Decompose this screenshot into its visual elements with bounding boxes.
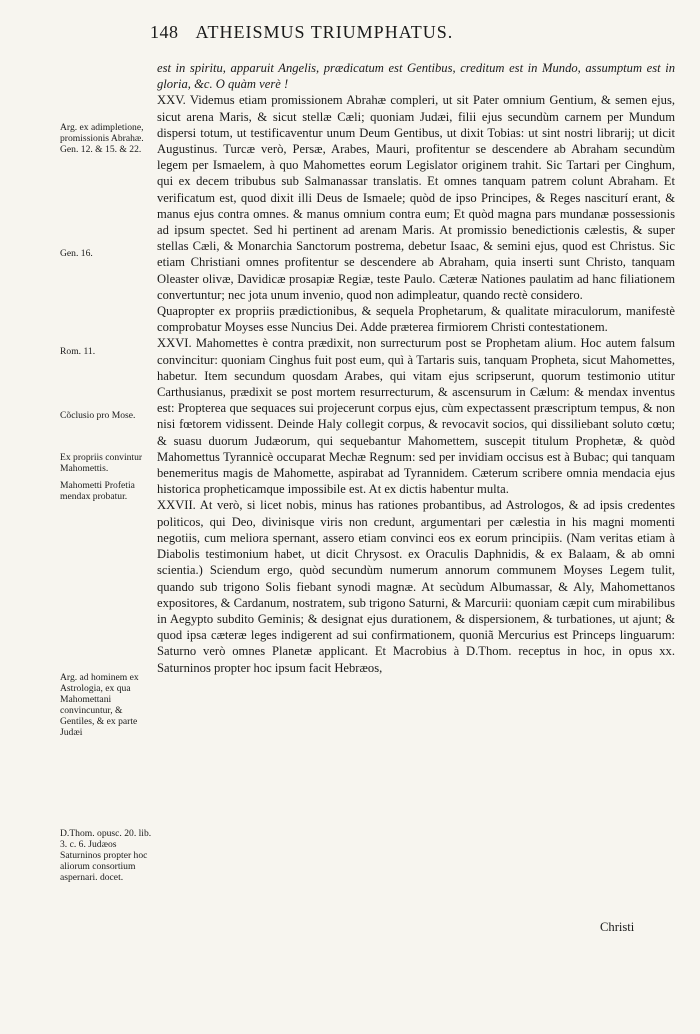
margin-note: Ex propriis convintur Mahomettis. <box>60 452 143 474</box>
section-text: Mahomettes è contra prædixit, non surrecturum post se Prophetam alium. Hoc autem falsum convincitur: quoniam Cinghus fuit post eum, quì à Tartaris suis, tanquam Propheta, sicut Mahomettes, habetur. Item secundum quosdam Arabes, qui vitam ejus scripserunt, quorum testimonio utitur Carthusianus, prædixit se post mortem resurrecturum, & ascensurum in Cælum: & mendax inventus est: Propterea que sequaces sui projecerunt corpus ejus, cùm expectassent præscriptum tempus, & non nisi fœtorem vidissent. Deinde Haly collegit corpus, & revocavit socios, qui dissiliebant soluto cœtu; & suasu duorum Judæorum, qui sequebantur Mahomettem, suscepit titulum Prophetæ, & quòd Mahomettus Tyrannicè occuparat Mechæ Regnum: sed per invidiam occisus est à Bubac; qui tanquam benemeritus magis de Mahomette, aspirabat ad Tyrannidem. Cæterum scribere omnia mendacia ejus historica propheticamque impossibile est. At ex dictis habentur multa. <box>157 336 675 497</box>
section-25 <box>157 92 675 303</box>
main-text <box>157 60 675 676</box>
continuation-paragraph: est in spiritu, apparuit Angelis, prædicatum est Gentibus, creditum est in Mundo, assumptum est in gloria, &c. O quàm verè ! <box>157 61 675 92</box>
margin-note: D.Thom. opusc. 20. lib. 3. c. 6. Judæos Saturninos propter hoc aliorum consortium aspernari. docet. <box>60 828 152 883</box>
margin-note: Arg. ex adimpletione, promissionis Abrahæ. Gen. 12. & 15. & 22. <box>60 122 144 155</box>
section-27 <box>157 497 675 675</box>
section-26 <box>157 335 675 497</box>
page-number: 148 <box>150 22 179 42</box>
conclusion-paragraph: Quapropter ex propriis prædictionibus, & sequela Prophetarum, & qualitate miraculorum, manifestè comprobatur Moyses esse Nuncius Dei. Adde præterea firmiorem Christi contestationem. <box>157 304 675 335</box>
margin-note: Rom. 11. <box>60 346 96 357</box>
catchword: Christi <box>600 920 635 934</box>
margin-note: Cõclusio pro Mose. <box>60 410 136 421</box>
running-title: ATHEISMUS TRIUMPHATUS. <box>195 22 454 42</box>
margin-note: Arg. ad hominem ex Astrologia, ex qua Mahomettani convincuntur, & Gentiles, & ex parte Judæi <box>60 672 139 738</box>
margin-note: Gen. 16. <box>60 248 93 259</box>
section-text: Videmus etiam promissionem Abrahæ compleri, ut sit Pater omnium Gentium, & semen ejus, sicut arena Maris, & sicut stellæ Cæli; quoniam Judæi, filii ejus secundùm carnem per Mundum dispersi totum, ut testificaventur unum Deum Gentibus, ut dixit Tobias: ut sint nostri librarij; ut dicit Augustinus. Turcæ verò, Persæ, Arabes, Mauri, profitentur se descendere ab Abraham secundùm legem per Ismaelem, à quo Mahomettes eorum Legislator originem trahit. Sic Tartari per Cinghum, qui ex decem tribubus sub Salmanassar translatis. Et omnes tanquam patrem colunt Abraham. Et verificatum est, quod dixit illi Deus de Ismaele; quòd de ipso Principes, & Reges nasciturí erant, & manus ejus contra omnes. & manus omnium contra eum; Et quòd magna pars mundanæ possessionis ad ipsum spectet. Sed hi pertinent ad arenam Maris. At promissio benedictionis cælestis, & super stellas Cæli, & Monarchia Sanctorum postrema, debetur Isaac, & semini ejus, quod est Christus. Sic etiam Christiani omnes profitentur se descendere ab Abraham, quia inserti sunt Christo, tanquam Oleaster olivæ, Davidicæ prosapiæ Regiæ, teste Paulo. Cæteræ Nationes paulatim ad hanc filiationem convertuntur; nec jota unum invenio, quod non adimpleatur, quando rectè considero. <box>157 93 675 302</box>
margin-note: Mahometti Profetia mendax probatur. <box>60 480 135 502</box>
section-number: XXVI. <box>157 336 192 351</box>
section-number: XXV. <box>157 93 186 108</box>
page-header <box>150 22 660 43</box>
section-text: At verò, si licet nobis, minus has rationes probantibus, ad Astrologos, & ad ipsis credentes politicos, qui Deo, divinisque viris non credunt, argumentari per cælestia in his magni momenti negotiis, cum meliora spernant, assero etiam convinci eos ex eorum principiis. (Nam veritas etiam à Diabolis testimonium habet, ut dicit Chrysost. ex Oraculis Daphnidis, & ex Balaam, & ab omni scientia.) Sciendum ergo, quòd secundùm numerum annorum communem Moyses Legem tulit, quando sub trigono Solis fiebant synodi magnæ. At secùdum Albumassar, & Aly, Mahomettanos expositores, & Cardanum, nostratem, sub trigono Saturni, & Marcurii: quoniam cæpit cum mirabilibus in Aegypto subdito Geminis; & designat ejus durationem, & dispersionem, & turbationes, ut ajunt; & quod ipsa cæteræ leges indigerent ad sui confirmationem, quoniã Mercurius est Princeps linguarum: Saturno verò omnes Planetæ applicant. Et Macrobius à D.Thom. receptus in hoc, in opus xx. Saturninos propter hoc ipsum facit Hebræos, <box>157 498 675 675</box>
section-number: XXVII. <box>157 498 196 513</box>
